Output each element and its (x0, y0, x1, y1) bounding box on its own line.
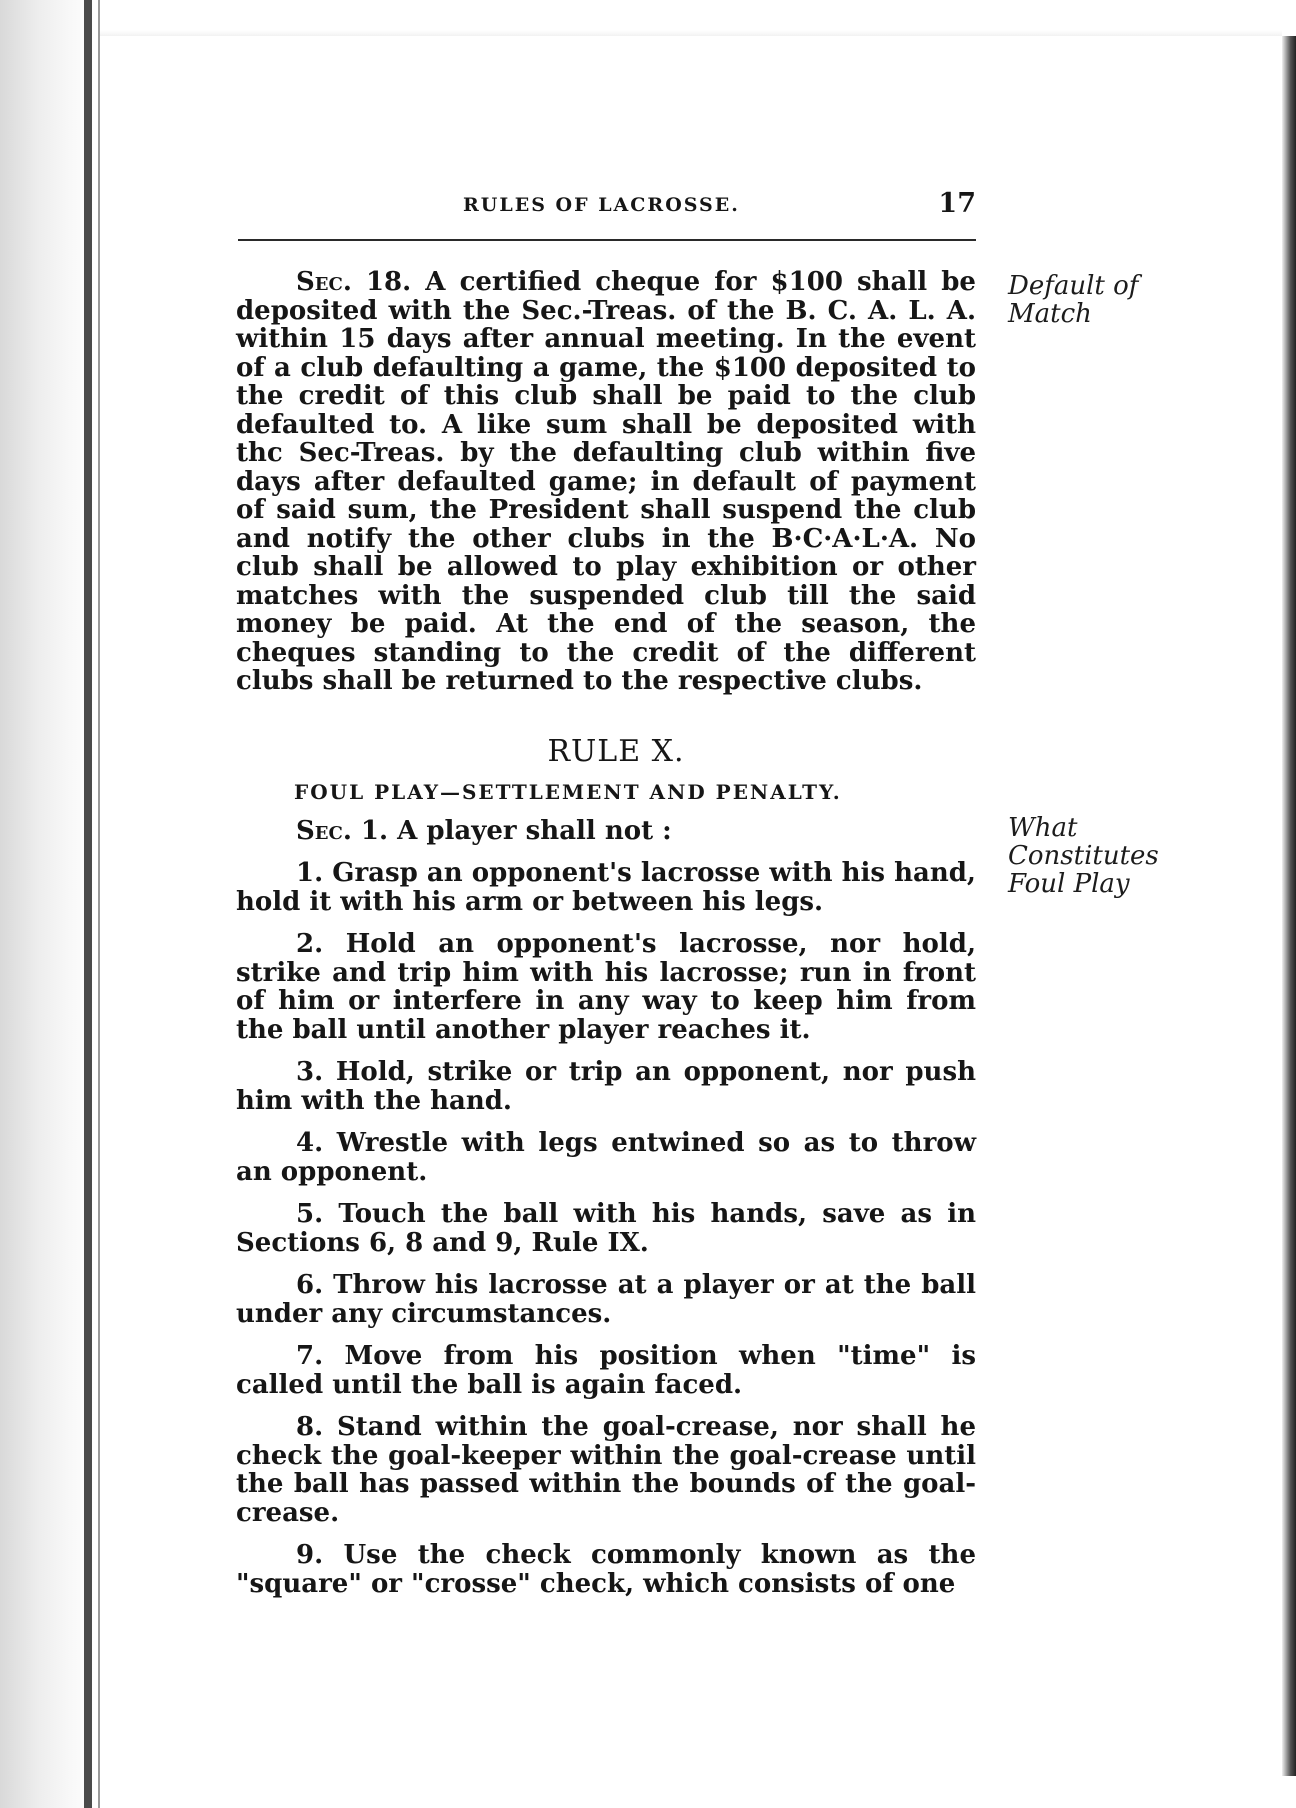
page-header (238, 188, 976, 228)
page-top-edge (100, 30, 1282, 36)
rule-item-7: 7. Move from his position when "time" is called until the ball is again faced. (236, 1341, 976, 1400)
page-number: 17 (938, 188, 976, 219)
rule-item-2: 2. Hold an opponent's lacrosse, nor hold, strike and trip him with his lacrosse; run in front of him or interfere in any way to keep him from the ball until another player reaches it. (236, 929, 976, 1045)
rule-item-4: 4. Wrestle with legs entwined so as to throw an opponent. (236, 1128, 976, 1187)
page-body (236, 268, 976, 1612)
rule-heading: RULE X. (547, 733, 685, 769)
running-title: RULES OF LACROSSE. (463, 194, 740, 216)
margin-note-what-constitutes-foul-play: What Constitutes Foul Play (1008, 813, 1159, 899)
rule-item-5: 5. Touch the ball with his hands, save as in Sections 6, 8 and 9, Rule IX. (236, 1199, 976, 1258)
section-1-text: A player shall not : (388, 815, 672, 846)
section-18-text: A certified cheque for $100 shall be deposited with the Sec.-Treas. of the B. C. A. L. A. within 15 days after annual meeting. In the event of a club defaulting a game, the $100 deposited to the credit of this club shall be paid to the club defaulted to. A like sum shall be deposited with thc Sec-Treas. by the defaulting club within five days after defaulted game; in default of payment of said sum, the President shall suspend the club and notify the other clubs in the B·C·A·L·A. No club shall be allowed to play exhibition or other matches with the suspended club till the said money be paid. At the end of the season, the cheques standing to the credit of the different clubs shall be returned to the respective clubs. (236, 267, 976, 696)
rule-subheading: FOUL PLAY—SETTLEMENT AND PENALTY. (294, 780, 842, 804)
section-1-label: Sec. 1. (296, 815, 389, 846)
rule-item-1: 1. Grasp an opponent's lacrosse with his hand, hold it with his arm or between his legs. (236, 858, 976, 917)
rule-item-8: 8. Stand within the goal-crease, nor shall he check the goal-keeper within the goal-crease until the ball has passed within the bounds of the goal-crease. (236, 1412, 976, 1528)
page-right-edge (1282, 36, 1296, 1776)
section-1-paragraph (236, 817, 976, 846)
section-18-label: Sec. 18. (296, 267, 412, 297)
section-18-paragraph (236, 268, 976, 696)
rule-item-3: 3. Hold, strike or trip an opponent, nor push him with the hand. (236, 1057, 976, 1116)
header-rule (238, 239, 976, 241)
book-spine-edge-inner (98, 0, 100, 1808)
rule-item-9: 9. Use the check commonly known as the "square" or "crosse" check, which consists of one (236, 1540, 976, 1599)
margin-note-default-of-match: Default of Match (1008, 271, 1139, 329)
book-spine-edge (84, 0, 92, 1808)
rule-item-6: 6. Throw his lacrosse at a player or at the ball under any circumstances. (236, 1270, 976, 1329)
